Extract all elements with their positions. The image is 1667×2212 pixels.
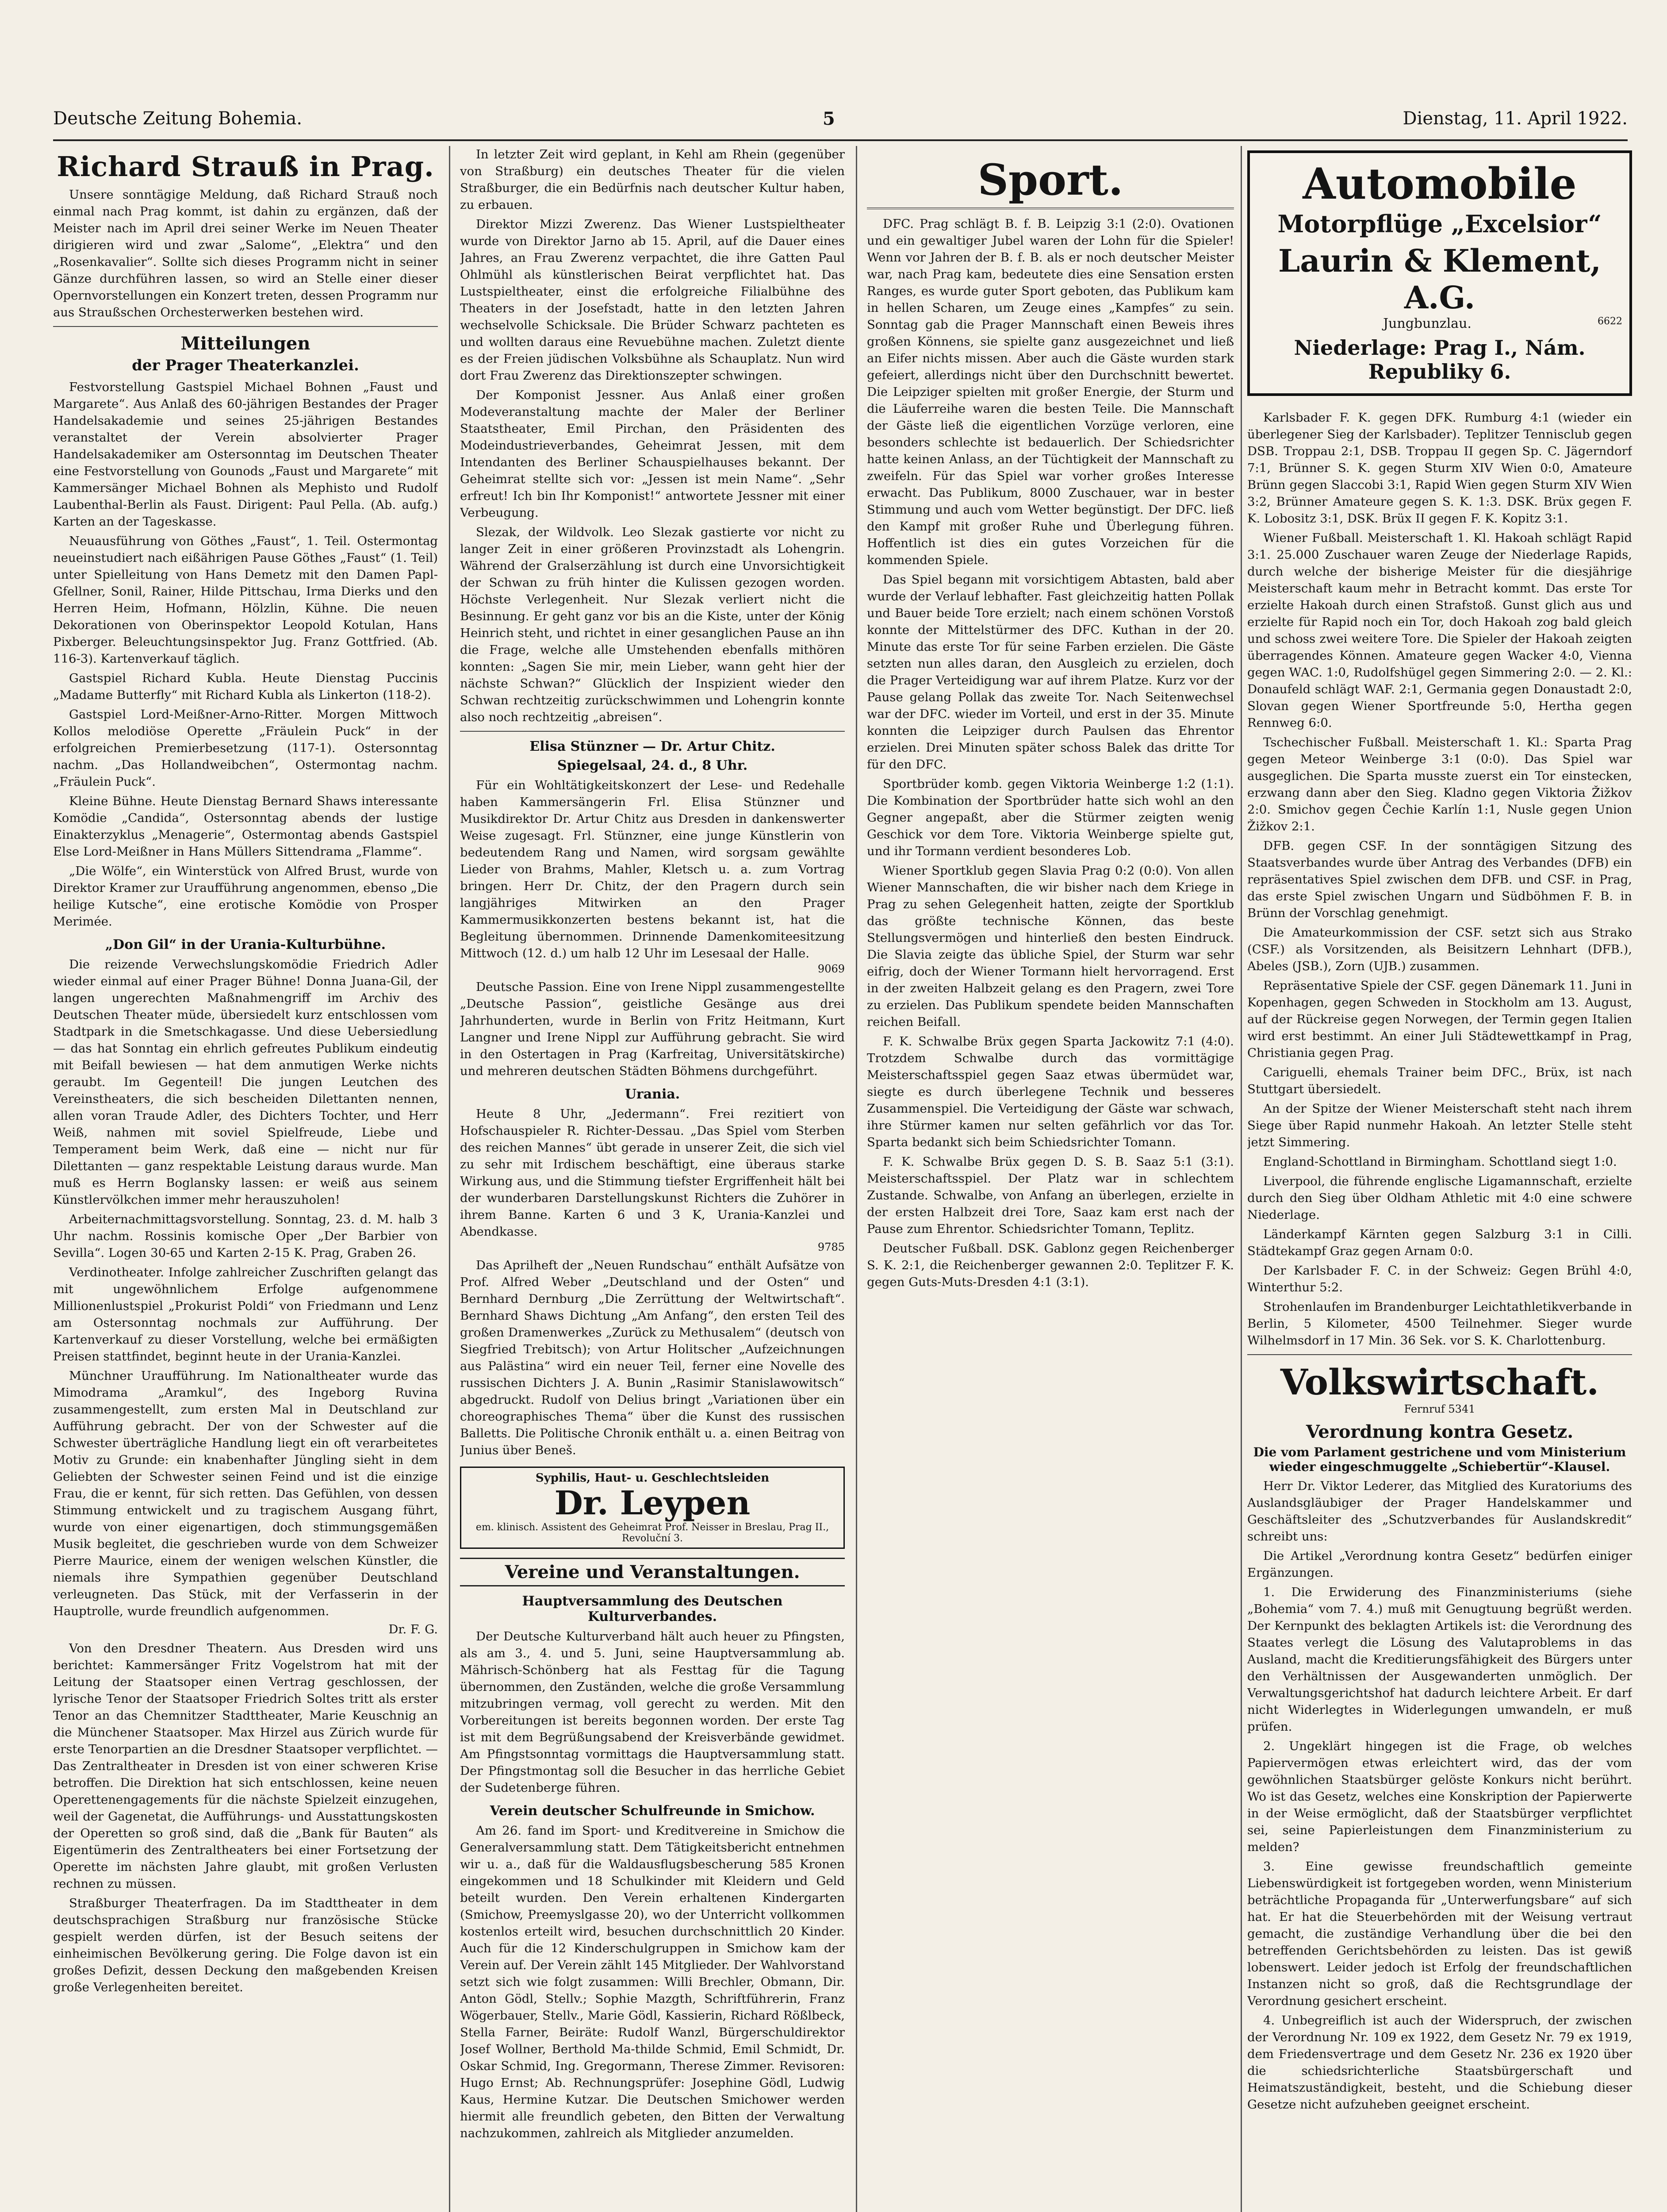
paragraph: Die reizende Verwechslungskomödie Friedrich Adler wieder einmal auf einer Prager Bühne! Donna Juana-Gil, der langen ungerechten Maßnahmengriff im Archiv des Deutschen Theater müde, übersiedelt kurz entschlossen vom Stadtpark in die Smetschkagasse. Und diese Uebersiedlung — das hat Sonntag ein ehrlich gefreutes Publikum eindeutig mit Beifall bewiesen — hat dem anmutigen Werke nichts geraubt. Im Gegenteil! Die jungen Leutchen des Vereinstheaters, die sich bescheiden Dilettanten nennen, allen voran Traude Adler, des Dichters Tochter, und Herr Weiß, nahmen mit soviel Spielfreude, Liebe und Temperament beim Werk, daß eine — nicht nur für Dilettanten — ganz respektable Leistung daraus wurde. Man muß es Herrn Boglansky lassen: er weiß aus seinem Künstlervölkchen immer mehr herauszuholen! xyxy=(53,957,438,1207)
heading-theaterkanzlei: der Prager Theaterkanzlei. xyxy=(132,357,359,374)
paragraph: Festvorstellung Gastspiel Michael Bohnen „Faust und Margarete“. Aus Anlaß des 60-jährigen Bestandes der Prager Handelsakademie und seines 25-jährigen Bestandes veranstaltet der Verein absolvierter Prager Handelsakademiker am Ostersonntag im Deutschen Theater eine Festvorstellung von Gounods „Faust und Margarete“ mit Kammersänger Michael Bohnen als Mephisto und Rudolf Laubenthal-Berlin als Faust. Dirigent: Paul Pella. (Ab. aufg.) Karten an der Tageskasse. xyxy=(53,380,438,529)
paragraph: Herr Dr. Viktor Lederer, das Mitglied des Kuratoriums des Auslandsgläubiger der Prager Handelskammer und Geschäftsleiter des „Schutzverbandes für Auslandskredit“ schreibt uns: xyxy=(1247,1479,1632,1544)
paragraph: Arbeiternachmittagsvorstellung. Sonntag, 23. d. M. halb 3 Uhr nachm. Rossinis komische Oper „Der Barbier von Sevilla“. Logen 30-65 und Karten 2-15 K. Prag, Graben 26. xyxy=(53,1212,438,1260)
article-title-strauss: Richard Strauß in Prag. xyxy=(57,150,434,183)
column-3 xyxy=(867,146,1234,2212)
paragraph: Der Deutsche Kulturverband hält auch heuer zu Pfingsten, als am 3., 4. und 5. Juni, seine Hauptversammlung ab. Mährisch-Schönberg hat als Festtag für die Tagung übernommen, den Zuständen, welche die große Versammlung mitzubringen vermag, voll gerecht zu werden. Mit den Vorbereitungen ist bereits begonnen worden. Der erste Tag ist mit dem Begrüßungsabend der Kreisverbände gewidmet. Am Pfingstsonntag vormittags die Hauptversammlung statt. Der Pfingstmontag soll die Besucher in das herrliche Gebiet der Sudetenberge führen. xyxy=(460,1629,845,1795)
heading-don-gil: „Don Gil“ in der Urania-Kulturbühne. xyxy=(105,937,386,952)
section-title-vereine: Vereine und Veranstaltungen. xyxy=(505,1562,800,1582)
paragraph: Die Artikel „Verordnung kontra Gesetz“ bedürfen einiger Ergänzungen. xyxy=(1247,1549,1632,1580)
paragraph: DFC. Prag schlägt B. f. B. Leipzig 3:1 (2:0). Ovationen und ein gewaltiger Jubel waren der Lohn für die Spieler! Wenn vor Jahren der B. f. B. als er noch deutscher Meister war, nach Prag kam, bedeutete dies eine Sensation ersten Ranges, es wurde guter Sport geboten, das Publikum kam in hellen Scharen, um Zeuge eines „Kampfes“ zu sein. Sonntag gab die Prager Mannschaft einen Beweis ihres großen Könnens, sie spielte ganz ausgezeichnet und ließ an Eifer nichts missen. Aber auch die Gäste wurden stark gefeiert, allerdings nicht über den Durchschnitt bewertet. Die Leipziger spielten mit großer Energie, der Sturm und die Läuferreihe waren die besten Teile. Die Mannschaft der Gäste ließ die eigentlichen Vorzüge verloren, eine besonders schlechte ist bedauerlich. Der Schiedsrichter hatte keinen Anlass, an der Tüchtigkeit der Mannschaft zu zweifeln. Für das Spiel war vorher großes Interesse erwacht. Das Publikum, 8000 Zuschauer, war in bester Stimmung und auch vom Wetter begünstigt. Der DFC. ließ den Kampf mit großer Ruhe und Überlegung führen. Hoffentlich ist dies ein gutes Vorzeichen für die kommenden Spiele. xyxy=(867,217,1234,567)
signature: Dr. F. G. xyxy=(388,1622,438,1636)
paragraph: Neuausführung von Göthes „Faust“, 1. Teil. Ostermontag neueinstudiert nach eißährigen Pause Göthes „Faust“ (1. Teil) unter Spielleitung von Hans Demetz mit den Damen Papl-Gfellner, Sonil, Rainer, Hilde Pittschau, Irma Dierks und den Herren Heim, Hofmann, Hölzlin, Kühne. Die neuen Dekorationen von Oberinspektor Leopold Kotulan, Hans Pixberger. Beleuchtungsinspektor Jug. Franz Gottfried. (Ab. 116-3). Kartenverkauf täglich. xyxy=(53,534,438,666)
paragraph: An der Spitze der Wiener Meisterschaft steht nach ihrem Siege über Rapid nunmehr Hakoah. An letzter Stelle steht jetzt Simmering. xyxy=(1247,1102,1632,1149)
paragraph: 3. Eine gewisse freundschaftlich gemeinte Liebenswürdigkeit ist fortgegeben worden, wenn Ministerium beträchtliche Propaganda für „Unterwerfungsbare“ auf sich hat. Er hat die Steuerbehörden mit der Weisung vertraut gemacht, die zuständige Verhandlung über die bei den betreffenden Gerichtsbehörden zu leisten. Das ist gewiß lobenswert. Leider jedoch ist Erfolg der freundschaftlichen Instanzen nicht so groß, daß die Rechtsgrundlage der Verordnung gesichert erscheint. xyxy=(1247,1859,1632,2008)
paragraph: Kleine Bühne. Heute Dienstag Bernard Shaws interessante Komödie „Candida“, Ostersonntag abends der lustige Einakterzyklus „Menagerie“, Ostermontag abends Gastspiel Else Lord-Meißner in Hans Müllers Sittendrama „Flamme“. xyxy=(53,794,438,859)
paragraph: In letzter Zeit wird geplant, in Kehl am Rhein (gegenüber von Straßburg) ein deutsches Theater für die vielen Straßburger, die ein Bedürfnis nach deutscher Kultur haben, zu erbauen. xyxy=(460,147,845,212)
paragraph: Tschechischer Fußball. Meisterschaft 1. Kl.: Sparta Prag gegen Meteor Weinberge 3:1 (0:0). Das Spiel war ausgeglichen. Die Sparta musste zuerst ein Tor einstecken, erzwang dann aber den Sieg. Kladno gegen Viktoria Žižkov 2:0. Smichov gegen Čechie Karlín 1:1, Nusle gegen Union Žižkov 2:1. xyxy=(1247,735,1632,833)
paragraph: Länderkampf Kärnten gegen Salzburg 3:1 in Cilli. Städtekampf Graz gegen Arnam 0:0. xyxy=(1247,1227,1632,1258)
ad-number: 6622 xyxy=(1598,316,1622,327)
section-title-sport: Sport. xyxy=(977,155,1123,205)
paragraph: Karlsbader F. K. gegen DFK. Rumburg 4:1 (wieder ein überlegener Sieg der Karlsbader). Teplitzer Tennisclub gegen DSB. Troppau 2:1, DSB. Troppau II gegen Sp. C. Jägerndorf 7:1, Brünner S. K. gegen Sturm XIV Wien 0:0, Amateure Brünn gegen Slaccobi 3:1, Rapid Wien gegen Sturm XIV Wien 3:2, Brünner Amateure gegen S. K. 1:3. DSK. Brüx gegen F. K. Lobositz 3:1, DSK. Brüx II gegen F. K. Kopitz 3:1. xyxy=(1247,411,1632,526)
heading-spiegelsaal: Spiegelsaal, 24. d., 8 Uhr. xyxy=(557,758,748,773)
paragraph: Am 26. fand im Sport- und Kreditvereine in Smichow die Generalversammlung statt. Dem Tätigkeitsbericht entnehmen wir u. a., daß für die Waldausflugsbescherung 585 Kronen eingekommen und 18 Schulkinder mit Kleidern und Geld beteilt wurden. Den Verein erhaltenen Kindergarten (Smichow, Preemyslgasse 20), wo der Unterricht vollkommen kostenlos erteilt wird, besuchen durchschnittlich 20 Kinder. Auch für die 12 Kinderschulgruppen in Smichow kam der Verein auf. Der Verein zählt 145 Mitglieder. Der Wahlvorstand setzt sich wie folgt zusammen: Willi Brechler, Obmann, Dir. Anton Gödl, Stellv.; Sophie Mazgth, Schriftführerin, Franz Wögerbauer, Stellv., Marie Gödl, Kassierin, Richard Rößlbeck, Stella Farner, Beiräte: Rudolf Wanzl, Bürgerschuldirektor Josef Wollner, Berthold Ma-thilde Schmid, Emil Schmidt, Dr. Oskar Schmid, Ing. Gregormann, Therese Zimmer. Revisoren: Hugo Ernst; Ab. Rechnungsprüfer: Josephine Gödl, Ludwig Kaus, Hermine Kutzar. Die Deutschen Smichower werden hiermit alle freundlich gebeten, den Bitten der Verwaltung nachzukommen, zahlreich als Mitglieder anzumelden. xyxy=(460,1824,845,2140)
paragraph: England-Schottland in Birmingham. Schottland siegt 1:0. xyxy=(1263,1155,1617,1169)
heading-urania: Urania. xyxy=(625,1087,680,1102)
paragraph: Münchner Uraufführung. Im Nationaltheater wurde das Mimodrama „Aramkul“, des Ingeborg Ruvina zusammengestellt, zum ersten Mal in Deutschland zur Aufführung gebracht. Der von der Schwester auf die Schwester überträgliche Handlung liegt ein oft verarbeitetes Motiv zu Grunde: ein knabenhafter Jüngling sieht in dem Geliebten der Schwester seinen Feind und ist die einzige Frau, die er kennt, für sich retten. Das Gefühlen, von dessen Stimmung entwickelt und zu tragischem Ausgang führt, wurde von einer eigenartigen, doch stimmungsgemäßen Musik begleitet, die geschrieben wurde von dem Schweizer Pierre Maurice, einem der wenigen welschen Künstler, die niemals ihre Sympathien gegenüber Deutschland verleugneten. Das Stück, mit der Verfasserin in der Hauptrolle, wurde freundlich aufgenommen. xyxy=(53,1369,438,1618)
paragraph: Sportbrüder komb. gegen Viktoria Weinberge 1:2 (1:1). Die Kombination der Sportbrüder hatte sich wohl an den Gegner angepaßt, aber die Stürmer zeigten wenig Geschick vor dem Tore. Viktoria Weinberge spielte gut, und ihr Tormann verdient besonderes Lob. xyxy=(867,777,1234,858)
subheading-verordnung: Die vom Parlament gestrichene und vom Ministerium wieder eingeschmuggelte „Schiebertür“-Klausel. xyxy=(1253,1445,1626,1474)
masthead-rule xyxy=(53,139,1628,141)
paragraph: Direktor Mizzi Zwerenz. Das Wiener Lustspieltheater wurde von Direktor Jarno ab 15. April, auf die Dauer eines Jahres, an Frau Zwerenz verpachtet, die ihre Gatten Paul Ohlmühl als künstlerischen Beirat verpflichtet hat. Das Lustspieltheater, einst die erfolgreiche Filialbühne des Theaters in der Josefstadt, hatte in den letzten Jahren wechselvolle Schicksale. Die Brüder Schwarz pachteten es und wollten daraus eine Revuebühne machen. Zuletzt diente es der Freien jüdischen Volksbühne als Schauplatz. Nun wird dort Frau Zwerenz das Direktionszepter schwingen. xyxy=(460,217,845,383)
paragraph: Gastspiel Lord-Meißner-Arno-Ritter. Morgen Mittwoch Kollos melodiöse Operette „Fräulein Puck“ in der erfolgreichen Premierbesetzung (117-1). Ostersonntag nachm. „Das Hollandweibchen“, Ostermontag nachm. „Fräulein Puck“. xyxy=(53,707,438,789)
paragraph: Slezak, der Wildvolk. Leo Slezak gastierte vor nicht zu langer Zeit in einer größeren Provinzstadt als Lohengrin. Während der Gralserzählung ist durch eine Unvorsichtigkeit der Schwan zu früh hinter die Kulissen gezogen worden. Höchste Verlegenheit. Nur Slezak verliert nicht die Besinnung. Er geht ganz vor bis an die Kiste, unter der König Heinrich steht, und richtet in einer gesanglichen Pause an ihn die Frage, welche alle Umstehenden ebenfalls mithören konnten: „Sagen Sie mir, mein Lieber, wann geht hier der nächste Schwan?“ Glücklich der Inspizient wieder den Schwan rechtzeitig zurückschwimmen und Lohengrin konnte also noch rechtzeitig „abreisen“. xyxy=(460,525,845,724)
column-divider xyxy=(856,146,857,2212)
paragraph: F. K. Schwalbe Brüx gegen Sparta Jackowitz 7:1 (4:0). Trotzdem Schwalbe durch das vormittägige Meisterschaftsspiel gegen Saaz etwas übermüdet war, siegte es durch überlegene Technik und besseres Zusammenspiel. Die Verteidigung der Gäste war schwach, ihre Stürmer kamen nur selten gefährlich vor das Tor. Sparta bedankt sich beim Schiedsrichter Tomann. xyxy=(867,1034,1234,1149)
advertisement-dr-leypen xyxy=(460,1467,845,1549)
column-4 xyxy=(1247,146,1632,2212)
column-divider xyxy=(1241,146,1242,2212)
ad-showroom: Niederlage: Prag I., Nám. Republiky 6. xyxy=(1294,336,1586,384)
reference-number: 9785 xyxy=(817,1241,845,1253)
reference-number: 9069 xyxy=(817,963,845,975)
paragraph: DFB. gegen CSF. In der sonntägigen Sitzung des Staatsverbandes wurde über Antrag des Verbandes (DFB) ein repräsentatives Spiel zwischen dem DFB. und CSF. in Prag, das erste Spiel zwischen Ungarn und Südböhmen F. B. in Brünn der Vorschlag genehmigt. xyxy=(1247,839,1632,920)
paragraph: Unsere sonntägige Meldung, daß Richard Strauß noch einmal nach Prag kommt, ist dahin zu ergänzen, daß der Meister nach im April drei seiner Werke im Neuen Theater dirigieren wird und zwar „Salome“, „Elektra“ und den „Rosenkavalier“. Sollte sich dieses Programm nicht in seiner Gänze durchführen lassen, so wird an Stelle einer dieser Opernvorstellungen ein Konzert treten, dessen Programm nur aus Straußschen Orchesterwerken bestehen wird. xyxy=(53,188,438,319)
paragraph: Verdinotheater. Infolge zahlreicher Zuschriften gelangt das mit ungewöhnlichem Erfolge aufgenommene Millionenlustspiel „Prokurist Poldi“ von Friedmann und Lenz am Ostersonntag nochmals zur Aufführung. Der Kartenverkauf zu dieser Vorstellung, welche bei ermäßigten Preisen stattfindet, beginnt heute in der Urania-Kanzlei. xyxy=(53,1265,438,1363)
paragraph: Das Aprilheft der „Neuen Rundschau“ enthält Aufsätze von Prof. Alfred Weber „Deutschland und der Osten“ und Bernhard Dernburg „Die Zerrüttung der Weltwirtschaft“. Bernhard Shaws Dichtung „Am Anfang“, den ersten Teil des großen Dramenwerkes „Zurück zu Methusalem“ (deutsch von Siegfried Trebitsch); von Artur Holitscher „Aufzeichnungen aus Palästina“ wird ein neuer Teil, ferner eine Novelle des russischen Dichters J. A. Bunin „Rasimir Stanislawowitsch“ abgedruckt. Rudolf von Delius bringt „Variationen über ein choreographisches Thema“ über die Kunst des russischen Balletts. Die Politische Chronik enthält u. a. einen Beitrag von Junius über Beneš. xyxy=(460,1258,845,1457)
paragraph: Deutsche Passion. Eine von Irene Nippl zusammengestellte „Deutsche Passion“, geistliche Gesänge aus drei Jahrhunderten, wurde in Berlin von Fritz Heitmann, Kurt Langner und Irene Nippl zur Aufführung gebracht. Sie wird in den Ostertagen in Prag (Karfreitag, Universitätskirche) und mehreren deutschen Städten Böhmens durchgeführt. xyxy=(460,980,845,1078)
section-phone: Fernruf 5341 xyxy=(1404,1403,1475,1415)
column-2 xyxy=(460,146,845,2212)
masthead xyxy=(53,108,1628,135)
paragraph: Strohenlaufen im Brandenburger Leichtathletikverbande in Berlin, 5 Kilometer, 4500 Teilnehmer. Sieger wurde Wilhelmsdorf in 17 Min. 36 Sek. vor S. K. Charlottenburg. xyxy=(1247,1300,1632,1348)
ad-city-text: Jungbunzlau. xyxy=(1383,316,1472,331)
ad-company-name: Laurin & Klement, A.G. xyxy=(1278,242,1601,316)
paragraph: Liverpool, die führende englische Ligamannschaft, erzielte durch den Sieg über Oldham Athletic mit 4:0 eine schwere Niederlage. xyxy=(1247,1174,1632,1222)
column-1 xyxy=(53,146,438,2212)
paragraph: Repräsentative Spiele der CSF. gegen Dänemark 11. Juni in Kopenhagen, gegen Schweden in Stockholm am 13. August, auf der Rückreise gegen Norwegen, der Termin gegen Italien wird erst bestimmt. An einer Juli Städtewettkampf in Prag, Christiania gegen Prag. xyxy=(1247,979,1632,1060)
ad-doctor-name: Dr. Leypen xyxy=(554,1484,751,1522)
masthead-page-number: 5 xyxy=(823,108,835,129)
paragraph: Der Karlsbader F. C. in der Schweiz: Gegen Brühl 4:0, Winterthur 5:2. xyxy=(1247,1263,1632,1294)
paragraph: Das Spiel begann mit vorsichtigem Abtasten, bald aber wurde der Verlauf lebhafter. Fast gleichzeitig hatten Pollak und Bauer beide Tore erzielt; nach einem schönen Vorstoß konnte der Mittelstürmer des DFC. Kuthan in der 20. Minute das erste Tor für seine Farben erzielen. Die Gäste setzten nun alles daran, den Ausgleich zu erzielen, doch die Prager Verteidigung war auf ihrem Platze. Kurz vor der Pause gelang Pollak das zweite Tor. Nach Seitenwechsel war der DFC. wieder im Vorteil, und erst in der 35. Minute konnten die Leipziger durch Paulsen das Ehrentor erzielen. Drei Minuten später schoss Balek das dritte Tor für den DFC. xyxy=(867,572,1234,772)
section-header-vereine xyxy=(460,1558,845,1586)
separator xyxy=(53,326,438,327)
masthead-paper-name: Deutsche Zeitung Bohemia. xyxy=(53,108,303,129)
paragraph: Wiener Sportklub gegen Slavia Prag 0:2 (0:0). Von allen Wiener Mannschaften, die wir bisher nach dem Kriege in Prag zu sehen Gelegenheit hatten, zeigte der Sportklub das größte technische Können, das beste Stellungsvermögen und hinterließ den besten Eindruck. Die Slavia zeigte das übliche Spiel, der Sturm war sehr eifrig, doch der Wiener Tormann hielt hervorragend. Erst in der zweiten Halbzeit gelang es den Pragern, zwei Tore zu erzielen. Das Publikum spendete beiden Mannschaften reichen Beifall. xyxy=(867,864,1234,1029)
paragraph: Heute 8 Uhr, „Jedermann“. Frei rezitiert von Hofschauspieler R. Richter-Dessau. „Das Spiel vom Sterben des reichen Mannes“ übt gerade in unserer Zeit, die sich viel zu sehr mit Irdischem beschäftigt, eine überaus starke Wirkung aus, und die Stimmung tiefster Ergriffenheit hält bei der wunderbaren Darstellungskunst Richters die Zuhörer in ihrem Banne. Karten 6 und 3 K, Urania-Kanzlei und Abendkasse. xyxy=(460,1107,845,1239)
heading-stuenzner: Elisa Stünzner — Dr. Artur Chitz. xyxy=(529,739,775,754)
ad-title-automobile: Automobile xyxy=(1303,159,1577,209)
paragraph: Straßburger Theaterfragen. Da im Stadttheater in dem deutschsprachigen Straßburg nur französische Stücke gespielt werden dürfen, ist der Besuch seitens der einheimischen Bevölkerung gering. Die Folge davon ist ein großes Defizit, dessen Deckung den maßgebenden Kreisen große Verlegenheiten bereitet. xyxy=(53,1896,438,1994)
ad-headline: Syphilis, Haut- u. Geschlechtsleiden xyxy=(535,1471,770,1485)
paragraph: Die Amateurkommission der CSF. setzt sich aus Strako (CSF.) als Vorsitzenden, als Beisitzern Lehnhart (DFB.), Abeles (JSB.), Zorn (UJB.) zusammen. xyxy=(1247,926,1632,973)
heading-verordnung: Verordnung kontra Gesetz. xyxy=(1306,1421,1574,1442)
paragraph: Wiener Fußball. Meisterschaft 1. Kl. Hakoah schlägt Rapid 3:1. 25.000 Zuschauer waren Zeuge der Niederlage Rapids, durch welche der bisherige Meister für die diesjährige Meisterschaft kaum mehr in Betracht kommt. Das erste Tor erzielte Hakoah durch einen Strafstoß. Gunst glich aus und erzielte für Rapid noch ein Tor, doch Hakoah zog bald gleich und schoss zwei weitere Tore. Die Spieler der Hakoah zeigten überragendes Können. Amateure gegen Wacker 4:0, Vienna gegen WAC. 1:0, Rudolfshügel gegen Simmering 2:0. — 2. Kl.: Donaufeld schlägt WAF. 2:1, Germania gegen Donaustadt 2:0, Slovan gegen Wiener Sportfreunde 5:0, Hertha gegen Rennweg 6:0. xyxy=(1247,531,1632,730)
heading-mitteilungen: Mitteilungen xyxy=(180,333,310,354)
column-divider xyxy=(449,146,450,2212)
advertisement-laurin-klement xyxy=(1247,150,1632,396)
paragraph: Von den Dresdner Theatern. Aus Dresden wird uns berichtet: Kammersänger Fritz Vogelstrom hat mit der Leitung der Staatsoper einen Vertrag geschlossen, der lyrische Tenor der Staatsoper Friedrich Soltes tritt als erster Tenor an das Chemnitzer Stadttheater, Marie Keuschnig an die Münchener Staatsoper. Max Hirzel aus Zürich wurde für erste Tenorpartien an die Dresdner Staatsoper verpflichtet. — Das Zentraltheater in Dresden ist von einer schweren Krise betroffen. Die Direktion hat sich entschlossen, keine neuen Operettenengagements für die nächste Spielzeit einzugehen, weil der Gagenetat, die Aufführungs- und Ausstattungskosten der Operetten so groß sind, daß die „Bank für Bauten“ als Eigentümerin des Zentraltheaters bei einer Fortsetzung der Operette im nächsten Jahre glaubt, mit großen Verlusten rechnen zu müssen. xyxy=(53,1641,438,1891)
paragraph: F. K. Schwalbe Brüx gegen D. S. B. Saaz 5:1 (3:1). Meisterschaftsspiel. Der Platz war in schlechtem Zustande. Schwalbe, von Anfang an überlegen, erzielte in der ersten Halbzeit drei Tore, Saaz kam erst nach der Pause zum Ehrentor. Schiedsrichter Tomann, Teplitz. xyxy=(867,1155,1234,1236)
separator xyxy=(460,731,845,732)
heading-schulfreunde: Verein deutscher Schulfreunde in Smichow. xyxy=(490,1803,815,1819)
paragraph: Cariguelli, ehemals Trainer beim DFC., Brüx, ist nach Stuttgart übersiedelt. xyxy=(1247,1065,1632,1096)
heading-kulturverband: Hauptversammlung des Deutschen Kulturverbandes. xyxy=(522,1594,783,1624)
section-rule xyxy=(867,207,1234,209)
ad-address: em. klinisch. Assistent des Geheimrat Prof. Neisser in Breslau, Prag II., Revoluční 3. xyxy=(475,1522,829,1544)
paragraph: 2. Ungeklärt hingegen ist die Frage, ob welches Papiervermögen etwas erleichtert wird, das der vom gewöhnlichen Staatsbürger gelöste Konkurs nicht berührt. Wo ist das Gesetz, welches eine Konskription der Papierwerte in der Weise ermöglicht, daß der Staatsbürger verpflichtet sei, seine Papierleistungen dem Finanzministerium zu melden? xyxy=(1247,1739,1632,1854)
paragraph: „Die Wölfe“, ein Winterstück von Alfred Brust, wurde von Direktor Kramer zur Uraufführung angenommen, ebenso „Die heilige Kutsche“, eine erotische Komödie von Prosper Merimée. xyxy=(53,864,438,929)
section-title-volkswirtschaft: Volkswirtschaft. xyxy=(1280,1361,1599,1403)
masthead-date: Dienstag, 11. April 1922. xyxy=(1403,108,1628,129)
paragraph: 1. Die Erwiderung des Finanzministeriums (siehe „Bohemia“ vom 7. 4.) muß mit Genugtuung begrüßt werden. Der Kernpunkt des beklagten Artikels ist: die Verordnung des Staates verlegt die Lösung des Valutaproblems in das Ausland, macht die Kreditierungsfähigkeit des Bürgers unter den Verhältnissen der Ausgewanderten unmöglich. Der Verwaltungsgerichtshof hat dadurch leichtere Arbeit. Er darf nicht Widerlegtes in Widerlegungen umwandeln, er muß prüfen. xyxy=(1247,1585,1632,1734)
paragraph: Für ein Wohltätigkeitskonzert der Lese- und Redehalle haben Kammersängerin Frl. Elisa Stünzner und Musikdirektor Dr. Artur Chitz aus Dresden in dankenswerter Weise zugesagt. Frl. Stünzner, eine junge Künstlerin von bedeutendem Rang und Namen, wird sorgsam gewählte Lieder von Brahms, Mahler, Kletsch u. a. zum Vortrag bringen. Herr Dr. Chitz, der den Pragern durch sein langjähriges Mitwirken an den Prager Kammermusikkonzerten bestens bekannt ist, hat die Begleitung übernommen. Drinnende Damenkomiteesitzung Mittwoch (12. d.) um halb 12 Uhr im Lesesaal der Halle. xyxy=(460,778,845,960)
paragraph: Deutscher Fußball. DSK. Gablonz gegen Reichenberger S. K. 2:1, die Reichenberger gewannen 2:0. Teplitzer F. K. gegen Guts-Muts-Dresden 4:1 (3:1). xyxy=(867,1241,1234,1289)
ad-motorpfluege: Motorpflüge „Excelsior“ xyxy=(1277,210,1602,238)
paragraph: Gastspiel Richard Kubla. Heute Dienstag Puccinis „Madame Butterfly“ mit Richard Kubla als Linkerton (118-2). xyxy=(53,671,438,702)
paragraph: Der Komponist Jessner. Aus Anlaß einer großen Modeveranstaltung machte der Maler der Berliner Staatstheater, Emil Pirchan, den Präsidenten des Modeindustrieverbandes, Geheimrat Jessen, mit dem Intendanten des Berliner Schauspielhauses bekannt. Der Geheimrat stellte sich vor: „Jessen ist mein Name“. „Sehr erfreut! Ich bin Ihr Komponist!“ antwortete Jessner mit einer Verbeugung. xyxy=(460,388,845,520)
separator xyxy=(1247,1354,1632,1355)
ad-city xyxy=(1257,316,1622,331)
paragraph: 4. Unbegreiflich ist auch der Widerspruch, der zwischen der Verordnung Nr. 109 ex 1922, dem Gesetz Nr. 79 ex 1919, dem Friedensvertrage und dem Gesetz Nr. 236 ex 1920 über die schiedsrichterliche Staatsbürgerschaft und Heimatszuständigkeit, besteht, und die Schiebung dieser Gesetze nicht aufzuheben geeignet erscheint. xyxy=(1247,2013,1632,2112)
